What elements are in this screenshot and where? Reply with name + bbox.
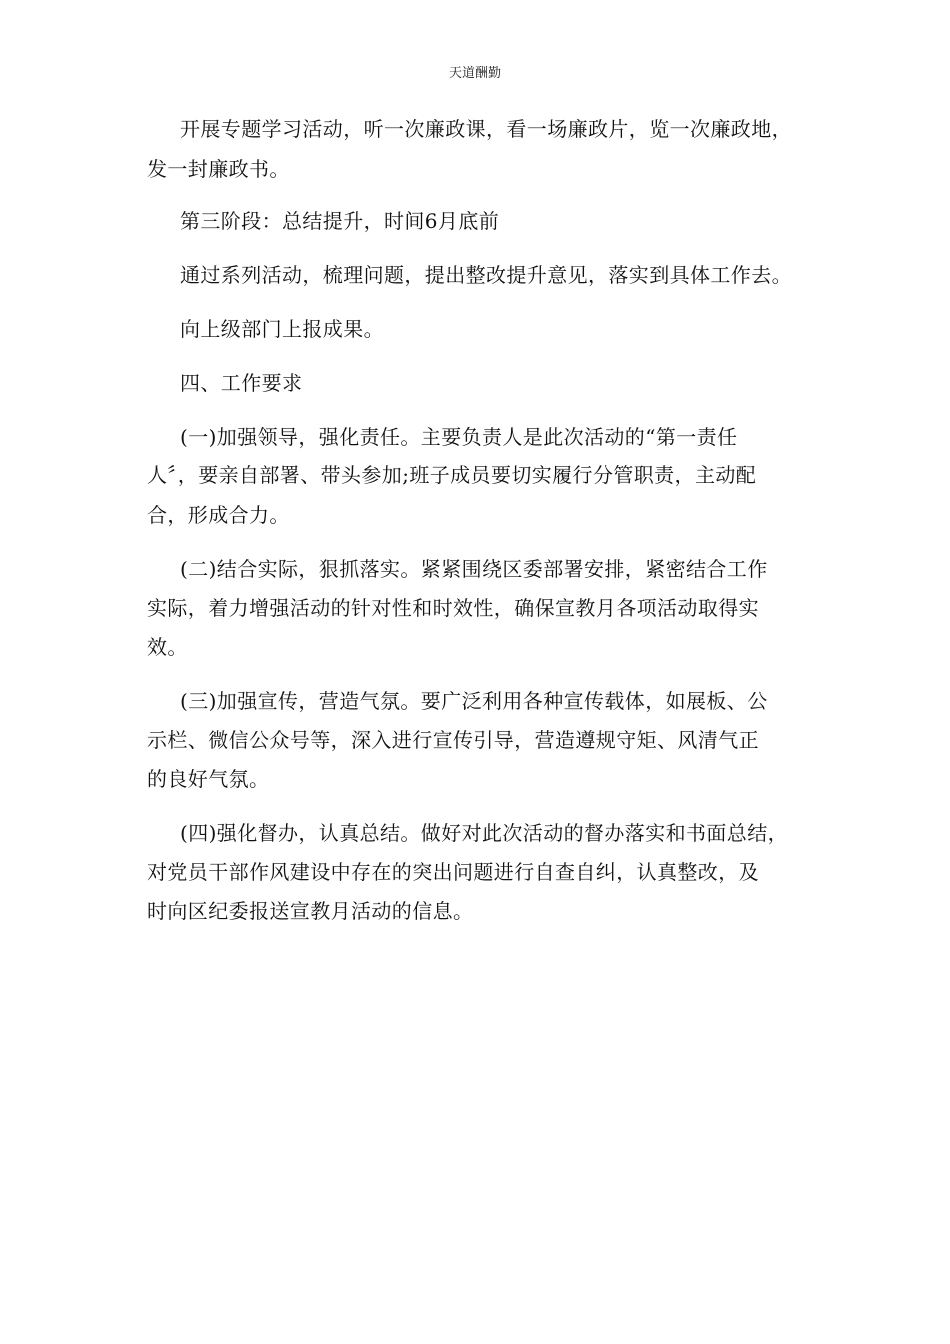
section-heading: 四、工作要求: [180, 371, 303, 395]
paragraph-line: (四)强化督办，认真总结。做好对此次活动的督办落实和书面总结，: [180, 821, 789, 845]
paragraph-line: 效。: [147, 635, 188, 659]
paragraph-line: 示栏、微信公众号等，深入进行宣传引导，营造遵规守矩、风清气正: [147, 728, 759, 752]
paragraph-line: (二)结合实际，狠抓落实。紧紧围绕区委部署安排，紧密结合工作: [180, 557, 768, 581]
paragraph-line: 通过系列活动，梳理问题，提出整改提升意见，落实到具体工作去。: [180, 263, 792, 287]
paragraph-line: 向上级部门上报成果。: [180, 317, 384, 341]
page-header: 天道酬勤: [448, 66, 501, 81]
paragraph-line: 的良好气氛。: [147, 767, 270, 791]
paragraph-line: 时向区纪委报送宣教月活动的信息。: [147, 899, 474, 923]
paragraph-line: 对党员干部作风建设中存在的突出问题进行自查自纠，认真整改，及: [147, 860, 759, 884]
paragraph-line: 实际，着力增强活动的针对性和时效性，确保宣教月各项活动取得实: [147, 596, 759, 620]
paragraph-line: 合，形成合力。: [147, 503, 290, 527]
paragraph-line: (一)加强领导，强化责任。主要负责人是此次活动的“第一责任: [180, 425, 738, 449]
paragraph-line: (三)加强宣传，营造气氛。要广泛利用各种宣传载体，如展板、公: [180, 689, 768, 713]
paragraph-line: 发一封廉政书。: [147, 157, 290, 181]
paragraph-line: 开展专题学习活动，听一次廉政课，看一场廉政片，览一次廉政地，: [180, 117, 792, 141]
paragraph-line: 人〞，要亲自部署、带头参加;班子成员要切实履行分管职责，主动配: [147, 463, 757, 487]
section-heading: 第三阶段：总结提升，时间6月底前: [180, 209, 500, 233]
